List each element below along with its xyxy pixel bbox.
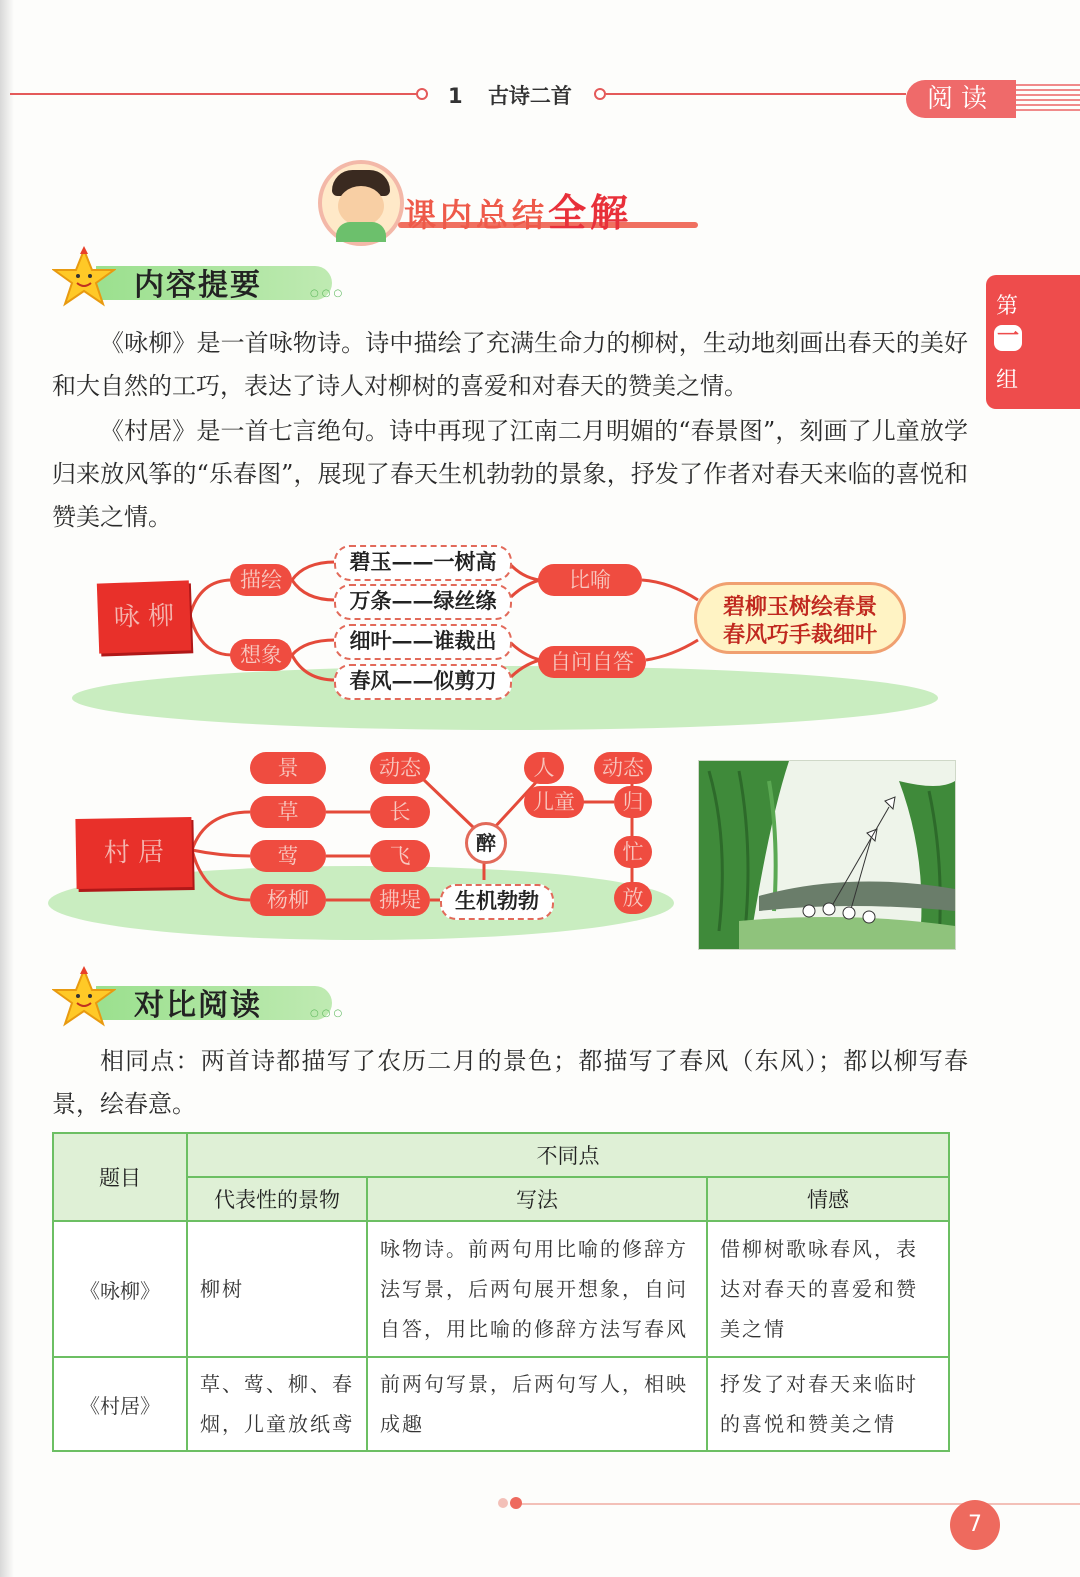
mindmap2-right-item: 人 <box>524 752 564 784</box>
cell-text: 前两句写景，后两句写人，相映成趣 <box>380 1372 688 1436</box>
summary-cloud-line2: 春风巧手裁细叶 <box>722 622 877 648</box>
summary-cloud-line1: 碧柳玉树绘春景 <box>722 594 877 620</box>
mindmap2-right2-item: 归 <box>614 786 652 818</box>
mindmap1-leaf-2: 万条——绿丝绦 <box>334 584 512 620</box>
mindmap2-col1-item: 景 <box>250 752 326 784</box>
mindmap2-col1-item: 莺 <box>250 840 326 872</box>
footer-dot <box>510 1497 522 1509</box>
table-cell-method <box>367 1221 707 1357</box>
banner-text-main: 课内总结 <box>404 196 549 234</box>
mindmap2-right2-item: 忙 <box>614 836 652 868</box>
mindmap1-root: 咏 柳 <box>97 580 191 653</box>
table-cell-emotion <box>707 1221 949 1357</box>
mindmap2-bottom: 生机勃勃 <box>440 884 554 920</box>
table-row <box>53 1221 949 1357</box>
mindmap2-col2-item: 拂堤 <box>370 884 430 916</box>
banner-text-big: 全解 <box>548 191 633 235</box>
footer-dot <box>498 1498 508 1508</box>
mindmap2-col2-item: 动态 <box>370 752 430 784</box>
mindmap2-col1-item: 杨柳 <box>250 884 326 916</box>
mindmap2-root: 村 居 <box>75 817 192 889</box>
table-header-emotion: 情感 <box>707 1177 949 1221</box>
mindmap2-right2-item: 动态 <box>594 752 652 784</box>
mindmap2-center: 醉 <box>465 822 507 864</box>
illustration-willow-kites <box>698 760 956 950</box>
table-header-scene: 代表性的景物 <box>187 1177 367 1221</box>
mindmap1-tech-metaphor: 比喻 <box>538 564 642 596</box>
willow-kite-scene-icon <box>699 761 955 949</box>
smiling-star-icon <box>52 966 116 1030</box>
cell-text: 柳树 <box>200 1277 244 1301</box>
compare-paragraph: 相同点：两首诗都描写了农历二月的景色；都描写了春风（东风）；都以柳写春景，绘春意。 <box>52 1047 968 1118</box>
table-cell-method <box>367 1357 707 1451</box>
table-cell-scene <box>187 1357 367 1451</box>
mindmap2-col2-item: 长 <box>370 796 430 828</box>
mindmap1-leaf-1: 碧玉——一树高 <box>334 545 512 581</box>
cell-text: 草、莺、柳、春烟，儿童放纸鸢 <box>200 1372 354 1436</box>
section-badge: 阅读 <box>906 80 1016 118</box>
section-title-summary: 内容提要 <box>134 268 262 303</box>
mindmap2-right-item: 儿童 <box>524 786 584 818</box>
side-tab-line2: 一 <box>994 325 1022 351</box>
table-header-title: 题目 <box>53 1133 187 1221</box>
comparison-table <box>52 1132 950 1452</box>
cell-text: 借柳树歌咏春风，表达对春天的喜爱和赞美之情 <box>720 1237 918 1341</box>
footer-rule <box>520 1503 1080 1505</box>
section-dots: ○○○ <box>310 1008 346 1019</box>
lesson-number: 1 <box>448 84 463 108</box>
mindmap2-col2-item: 飞 <box>370 840 430 872</box>
cell-text: 抒发了对春天来临时的喜悦和赞美之情 <box>720 1372 918 1436</box>
table-cell-emotion <box>707 1357 949 1451</box>
table-cell-title: 《咏柳》 <box>53 1221 187 1357</box>
side-tab-line3: 组 <box>996 368 1019 393</box>
mindmap1-leaf-3: 细叶——谁裁出 <box>334 624 512 660</box>
table-row <box>53 1357 949 1451</box>
mindmap2-col1-item: 草 <box>250 796 326 828</box>
lesson-title: 古诗二首 <box>487 84 572 108</box>
mindmap1-leaf-4: 春风——似剪刀 <box>334 664 512 700</box>
summary-paragraph-1: 《咏柳》是一首咏物诗。诗中描绘了充满生命力的柳树，生动地刻画出春天的美好和大自然的工巧，表达了诗人对柳树的喜爱和对春天的赞美之情。 <box>52 329 968 400</box>
table-cell-scene <box>187 1221 367 1357</box>
table-header-method: 写法 <box>367 1177 707 1221</box>
mindmap1-branch-describe: 描绘 <box>230 564 292 596</box>
side-tab-line1: 第 <box>996 294 1019 319</box>
summary-paragraph-2: 《村居》是一首七言绝句。诗中再现了江南二月明媚的“春景图”，刻画了儿童放学归来放风筝的“乐春图”，展现了春天生机勃勃的景象，抒发了作者对春天来临的喜悦和赞美之情。 <box>52 417 968 531</box>
table-cell-title: 《村居》 <box>53 1357 187 1451</box>
section-dots: ○○○ <box>310 288 346 299</box>
mindmap1-tech-selfqa: 自问自答 <box>538 646 646 678</box>
section-title-compare: 对比阅读 <box>134 988 262 1023</box>
section-header-compare <box>52 966 352 1023</box>
table-header-diff: 不同点 <box>187 1133 949 1177</box>
mindmap1-branch-imagine: 想象 <box>230 639 292 671</box>
cell-text: 咏物诗。前两句用比喻的修辞方法写景，后两句展开想象，自问自答，用比喻的修辞方法写春风 <box>380 1237 688 1341</box>
page-number: 7 <box>950 1500 1000 1550</box>
mindmap2-right2-item: 放 <box>614 882 652 914</box>
